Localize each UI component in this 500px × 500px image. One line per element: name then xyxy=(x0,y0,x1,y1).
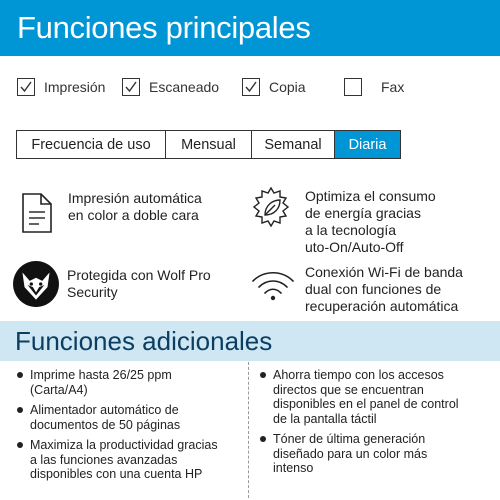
list-item-line: Alimentador automático de xyxy=(30,403,179,417)
checkbox-fax[interactable] xyxy=(344,78,362,96)
list-item-line: intenso xyxy=(273,461,314,475)
additional-list-left xyxy=(15,368,245,488)
function-label: Escaneado xyxy=(149,79,220,95)
list-item-line: de la pantalla táctil xyxy=(273,411,377,426)
list-item-line: disponibles con una cuenta HP xyxy=(30,467,203,481)
frequency-option-weekly[interactable]: Semanal xyxy=(252,131,335,158)
eco-energy-icon xyxy=(248,185,294,231)
list-item-line: diseñado para un color más xyxy=(273,446,428,461)
list-item-line: Tóner de última generación xyxy=(273,432,426,446)
feature-line: Conexión Wi-Fi de banda xyxy=(305,264,463,280)
feature-text xyxy=(67,267,211,301)
checkbox-scanning[interactable] xyxy=(122,78,140,96)
list-item-line: (Carta/A4) xyxy=(30,382,88,397)
feature-text xyxy=(305,264,463,315)
feature-text xyxy=(305,188,436,256)
checkbox-printing[interactable] xyxy=(17,78,35,96)
wolf-security-icon xyxy=(12,260,60,308)
list-item-line: documentos de 50 páginas xyxy=(30,417,181,432)
list-item-line: Imprime hasta 26/25 ppm xyxy=(30,368,172,382)
list-item-line: Maximiza la productividad gracias xyxy=(30,438,218,452)
checkbox-copy[interactable] xyxy=(242,78,260,96)
list-item xyxy=(15,403,245,432)
function-label: Impresión xyxy=(44,79,106,95)
list-item-line: disponibles en el panel de control xyxy=(273,397,459,411)
function-fax[interactable] xyxy=(344,77,404,97)
checkmark-icon xyxy=(124,80,138,94)
function-label: Copia xyxy=(269,79,306,95)
list-item xyxy=(15,438,245,482)
additional-functions-header xyxy=(0,321,500,361)
function-checkboxes xyxy=(17,77,487,97)
frequency-label: Frecuencia de uso xyxy=(17,131,166,158)
list-item-line: a las funciones avanzadas xyxy=(30,452,178,467)
list-item xyxy=(15,368,245,397)
wifi-icon xyxy=(250,264,296,310)
feature-line: Security xyxy=(67,284,118,300)
checkmark-icon xyxy=(244,80,258,94)
feature-line: Optimiza el consumo xyxy=(305,188,436,204)
function-printing[interactable] xyxy=(17,77,105,97)
feature-line: dual con funciones de xyxy=(305,281,442,297)
list-item-line: directos que se encuentran xyxy=(273,382,424,397)
list-item-line: Ahorra tiempo con los accesos xyxy=(273,368,444,382)
checkmark-icon xyxy=(19,80,33,94)
feature-line: a la tecnología xyxy=(305,222,397,238)
key-features xyxy=(0,180,500,320)
function-scanning[interactable] xyxy=(122,77,219,97)
feature-line: en color a doble cara xyxy=(68,207,199,223)
feature-text xyxy=(68,190,202,224)
additional-list-right xyxy=(258,368,488,482)
page-title: Funciones principales xyxy=(0,0,500,56)
frequency-option-daily[interactable]: Diaria xyxy=(335,131,400,158)
feature-line: de energía gracias xyxy=(305,205,421,221)
list-item xyxy=(258,368,488,426)
function-copy[interactable] xyxy=(242,77,306,97)
column-divider xyxy=(248,362,249,498)
frequency-option-monthly[interactable]: Mensual xyxy=(166,131,252,158)
feature-line: Protegida con Wolf Pro xyxy=(67,267,211,283)
list-item xyxy=(258,432,488,476)
section-title: Funciones adicionales xyxy=(15,326,273,356)
feature-line: Impresión automática xyxy=(68,190,202,206)
function-label: Fax xyxy=(381,79,405,95)
document-icon xyxy=(15,190,61,236)
feature-line: recuperación automática xyxy=(305,298,459,314)
feature-line: uto-On/Auto-Off xyxy=(305,239,404,255)
usage-frequency-selector xyxy=(16,130,401,159)
